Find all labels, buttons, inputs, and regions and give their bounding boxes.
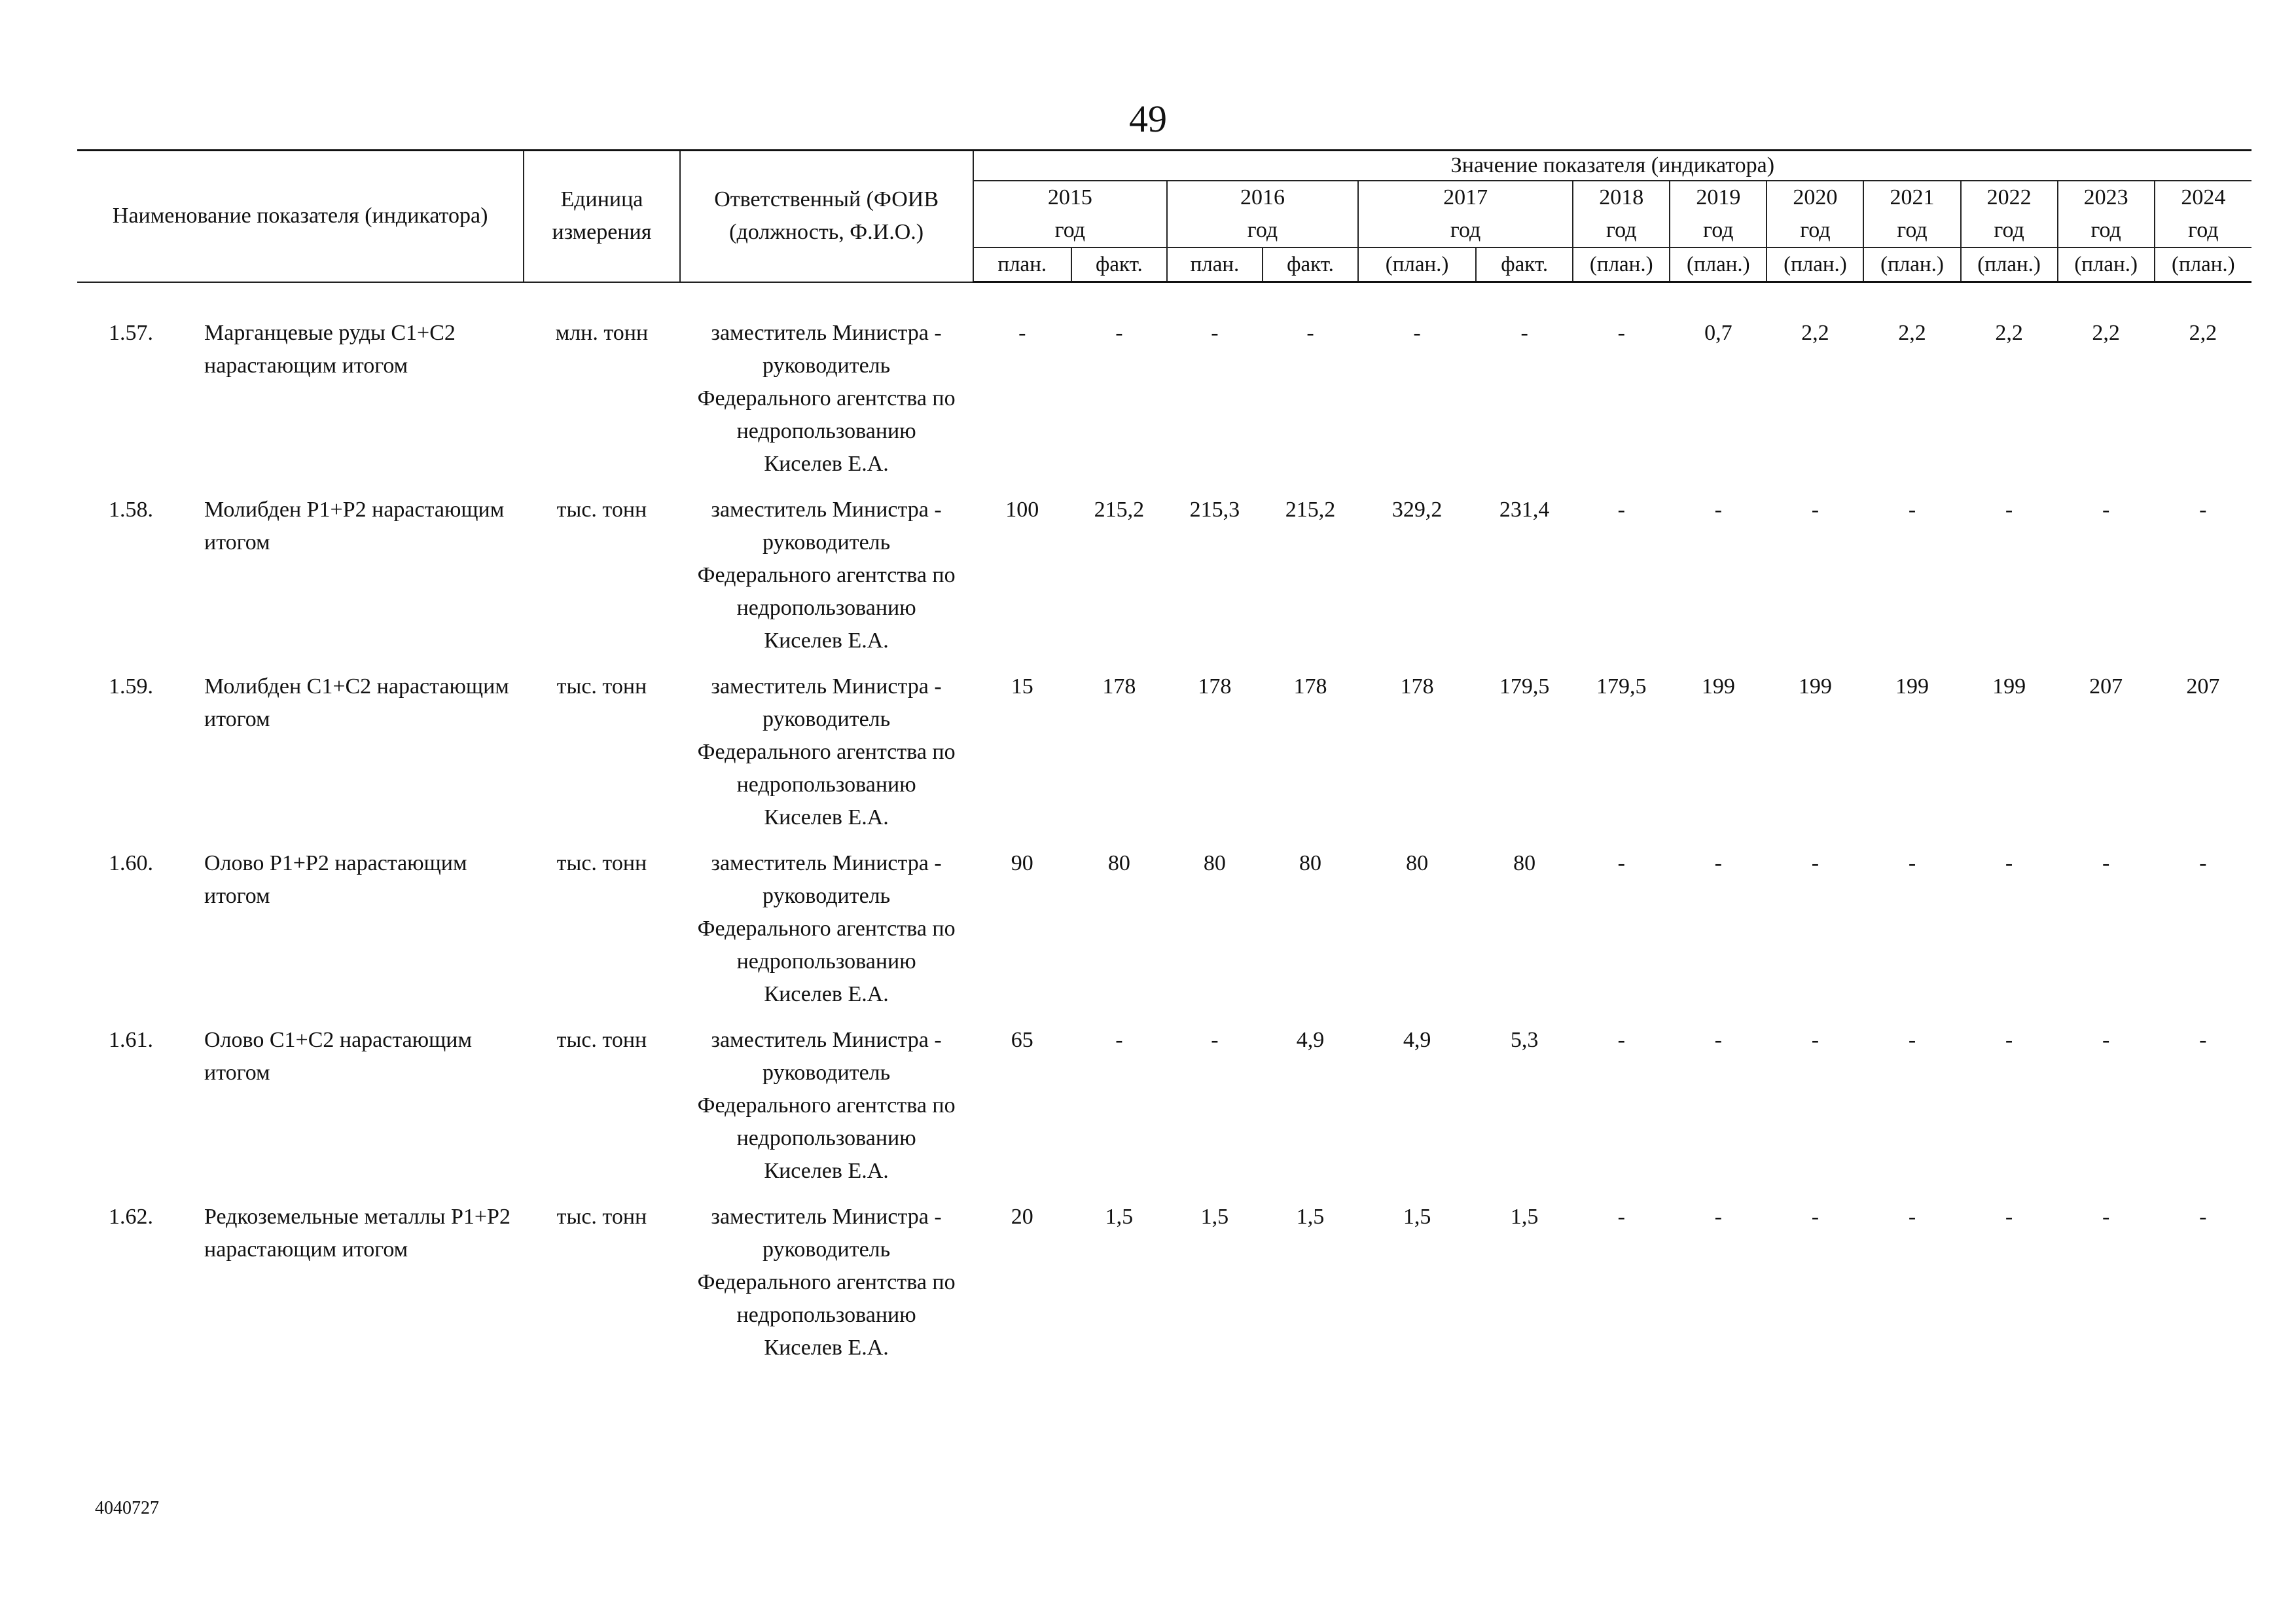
value-cell: 199 [1798, 674, 1832, 699]
value-cell: 215,2 [1094, 498, 1145, 522]
sub-2023-plan: (план.) [2058, 247, 2155, 282]
sub-2016-fact: факт. [1263, 247, 1358, 282]
row-index: 1.58. [109, 498, 153, 522]
value-cell: 178 [1293, 674, 1327, 699]
indicator-name: Редкоземельные металлы Р1+Р2 нарастающим итогом [204, 1205, 511, 1262]
value-cell: 4,9 [1403, 1028, 1431, 1052]
value-cell: - [1211, 321, 1219, 345]
value-cell: 80 [1299, 851, 1321, 875]
value-cell: 4,9 [1296, 1028, 1325, 1052]
value-cell: - [2102, 1205, 2110, 1229]
value-cell: - [1617, 851, 1625, 875]
value-cell: - [1211, 1028, 1219, 1052]
year-2020: 2020 год [1767, 181, 1863, 247]
responsible-cell [680, 317, 973, 494]
indicator-cell [77, 494, 524, 670]
unit-cell: млн. тонн [555, 321, 649, 345]
value-cell: 1,5 [1403, 1205, 1431, 1229]
sub-2020-plan: (план.) [1767, 247, 1863, 282]
row-index: 1.60. [109, 851, 153, 875]
value-cell: 215,3 [1189, 498, 1240, 522]
value-cell: 0,7 [1704, 321, 1732, 345]
value-cell: 1,5 [1510, 1205, 1539, 1229]
value-cell: 199 [1701, 674, 1735, 699]
value-cell: - [1811, 1028, 1820, 1052]
value-cell: - [1714, 851, 1722, 875]
value-cell: - [1908, 1028, 1916, 1052]
row-index: 1.62. [109, 1205, 153, 1229]
table-row [77, 847, 2251, 1024]
value-cell: - [2102, 498, 2110, 522]
value-cell: 231,4 [1499, 498, 1550, 522]
page-number: 49 [1129, 98, 1167, 140]
value-cell: - [1617, 498, 1625, 522]
sub-2024-plan: (план.) [2155, 247, 2251, 282]
year-2024: 2024 год [2155, 181, 2251, 247]
sub-2016-plan: план. [1167, 247, 1263, 282]
value-cell: - [1908, 498, 1916, 522]
value-cell: 2,2 [2189, 321, 2217, 345]
value-cell: - [2102, 851, 2110, 875]
value-cell: - [2102, 1028, 2110, 1052]
sub-2018-plan: (план.) [1573, 247, 1670, 282]
value-cell: - [2199, 1028, 2207, 1052]
sub-2022-plan: (план.) [1961, 247, 2058, 282]
value-cell: - [2005, 1205, 2013, 1229]
value-cell: - [1617, 1028, 1625, 1052]
unit-cell: тыс. тонн [556, 674, 647, 699]
table-row [77, 494, 2251, 670]
value-cell: - [1714, 498, 1722, 522]
value-cell: 179,5 [1499, 674, 1550, 699]
responsible-text: заместитель Министра - руководитель Федерального агентства по недропользованию Киселев Е.А. [697, 851, 956, 1006]
value-cell: - [1018, 321, 1026, 345]
responsible-cell [680, 494, 973, 670]
value-cell: 65 [1011, 1028, 1033, 1052]
responsible-text: заместитель Министра - руководитель Федерального агентства по недропользованию Киселев Е.А. [697, 674, 956, 830]
responsible-cell [680, 670, 973, 847]
year-2023: 2023 год [2058, 181, 2155, 247]
sub-2021-plan: (план.) [1863, 247, 1960, 282]
value-cell: 80 [1406, 851, 1429, 875]
value-cell: - [2005, 1028, 2013, 1052]
value-cell: - [1811, 851, 1820, 875]
value-cell: - [2005, 498, 2013, 522]
value-cell: 80 [1203, 851, 1226, 875]
value-cell: - [1714, 1205, 1722, 1229]
responsible-text: заместитель Министра - руководитель Федерального агентства по недропользованию Киселев Е.А. [697, 1028, 956, 1183]
year-2016: 2016 год [1167, 181, 1358, 247]
value-cell: - [1115, 1028, 1123, 1052]
value-cell: 80 [1513, 851, 1536, 875]
table-body [77, 282, 2251, 1378]
value-cell: - [2005, 851, 2013, 875]
table-row [77, 317, 2251, 494]
indicator-cell [77, 317, 524, 494]
indicator-table [77, 149, 2251, 1377]
value-cell: 178 [1400, 674, 1434, 699]
row-index: 1.59. [109, 674, 153, 699]
value-cell: - [2199, 851, 2207, 875]
year-2015: 2015 год [973, 181, 1167, 247]
unit-cell: тыс. тонн [556, 498, 647, 522]
value-cell: - [1413, 321, 1421, 345]
document-code: 4040727 [95, 1498, 159, 1518]
year-2019: 2019 год [1670, 181, 1767, 247]
value-cell: 2,2 [2092, 321, 2120, 345]
responsible-text: заместитель Министра - руководитель Федерального агентства по недропользованию Киселев Е.А. [697, 1205, 956, 1360]
sub-2015-plan: план. [973, 247, 1071, 282]
value-cell: - [2199, 498, 2207, 522]
value-cell: 5,3 [1510, 1028, 1539, 1052]
responsible-cell [680, 1201, 973, 1377]
indicator-cell [77, 1024, 524, 1201]
sub-2015-fact: факт. [1071, 247, 1167, 282]
value-cell: 2,2 [1898, 321, 1926, 345]
value-cell: 15 [1011, 674, 1033, 699]
sub-2019-plan: (план.) [1670, 247, 1767, 282]
value-cell: 207 [2089, 674, 2123, 699]
value-cell: 207 [2186, 674, 2220, 699]
indicator-name: Молибден Р1+Р2 нарастающим итогом [204, 498, 505, 555]
indicator-cell [77, 670, 524, 847]
indicator-cell [77, 1201, 524, 1377]
indicator-name: Олово Р1+Р2 нарастающим итогом [204, 851, 467, 908]
indicator-cell [77, 847, 524, 1024]
value-cell: 1,5 [1105, 1205, 1134, 1229]
value-cell: 178 [1102, 674, 1136, 699]
value-cell: - [1617, 1205, 1625, 1229]
header-name: Наименование показателя (индикатора) [77, 151, 524, 282]
value-cell: - [1306, 321, 1314, 345]
value-cell: - [2199, 1205, 2207, 1229]
responsible-cell [680, 1024, 973, 1201]
indicator-name: Олово С1+С2 нарастающим итогом [204, 1028, 472, 1085]
value-cell: - [1115, 321, 1123, 345]
responsible-cell [680, 847, 973, 1024]
table-row [77, 1201, 2251, 1377]
value-cell: - [1714, 1028, 1722, 1052]
table-row [77, 1024, 2251, 1201]
year-2021: 2021 год [1863, 181, 1960, 247]
value-cell: 2,2 [1995, 321, 2023, 345]
value-cell: - [1811, 1205, 1820, 1229]
value-cell: 100 [1005, 498, 1039, 522]
header-responsible: Ответственный (ФОИВ (должность, Ф.И.О.) [680, 151, 973, 282]
value-cell: - [1908, 1205, 1916, 1229]
value-cell: 20 [1011, 1205, 1033, 1229]
year-2017: 2017 год [1358, 181, 1573, 247]
header-value-group: Значение показателя (индикатора) [973, 151, 2251, 181]
value-cell: - [1520, 321, 1528, 345]
unit-cell: тыс. тонн [556, 1205, 647, 1229]
indicator-name: Марганцевые руды С1+С2 нарастающим итогом [204, 321, 456, 378]
value-cell: 1,5 [1200, 1205, 1229, 1229]
sub-2017-plan: (план.) [1358, 247, 1476, 282]
value-cell: 80 [1107, 851, 1130, 875]
value-cell: 199 [1895, 674, 1929, 699]
value-cell: 179,5 [1596, 674, 1647, 699]
value-cell: 1,5 [1296, 1205, 1325, 1229]
value-cell: - [1908, 851, 1916, 875]
value-cell: 199 [1992, 674, 2026, 699]
sub-2017-fact: факт. [1476, 247, 1573, 282]
value-cell: 90 [1011, 851, 1033, 875]
unit-cell: тыс. тонн [556, 1028, 647, 1052]
value-cell: 2,2 [1801, 321, 1829, 345]
year-2018: 2018 год [1573, 181, 1670, 247]
value-cell: 215,2 [1285, 498, 1336, 522]
year-2022: 2022 год [1961, 181, 2058, 247]
value-cell: - [1811, 498, 1820, 522]
row-index: 1.61. [109, 1028, 153, 1052]
unit-cell: тыс. тонн [556, 851, 647, 875]
table-row [77, 670, 2251, 847]
table-header [77, 151, 2251, 282]
indicator-name: Молибден С1+С2 нарастающим итогом [204, 674, 509, 731]
value-cell: - [1617, 321, 1625, 345]
row-index: 1.57. [109, 321, 153, 345]
header-unit: Единица измерения [524, 151, 679, 282]
responsible-text: заместитель Министра - руководитель Федерального агентства по недропользованию Киселев Е.А. [697, 321, 956, 476]
value-cell: 329,2 [1391, 498, 1443, 522]
responsible-text: заместитель Министра - руководитель Федерального агентства по недропользованию Киселев Е.А. [697, 498, 956, 653]
value-cell: 178 [1198, 674, 1232, 699]
